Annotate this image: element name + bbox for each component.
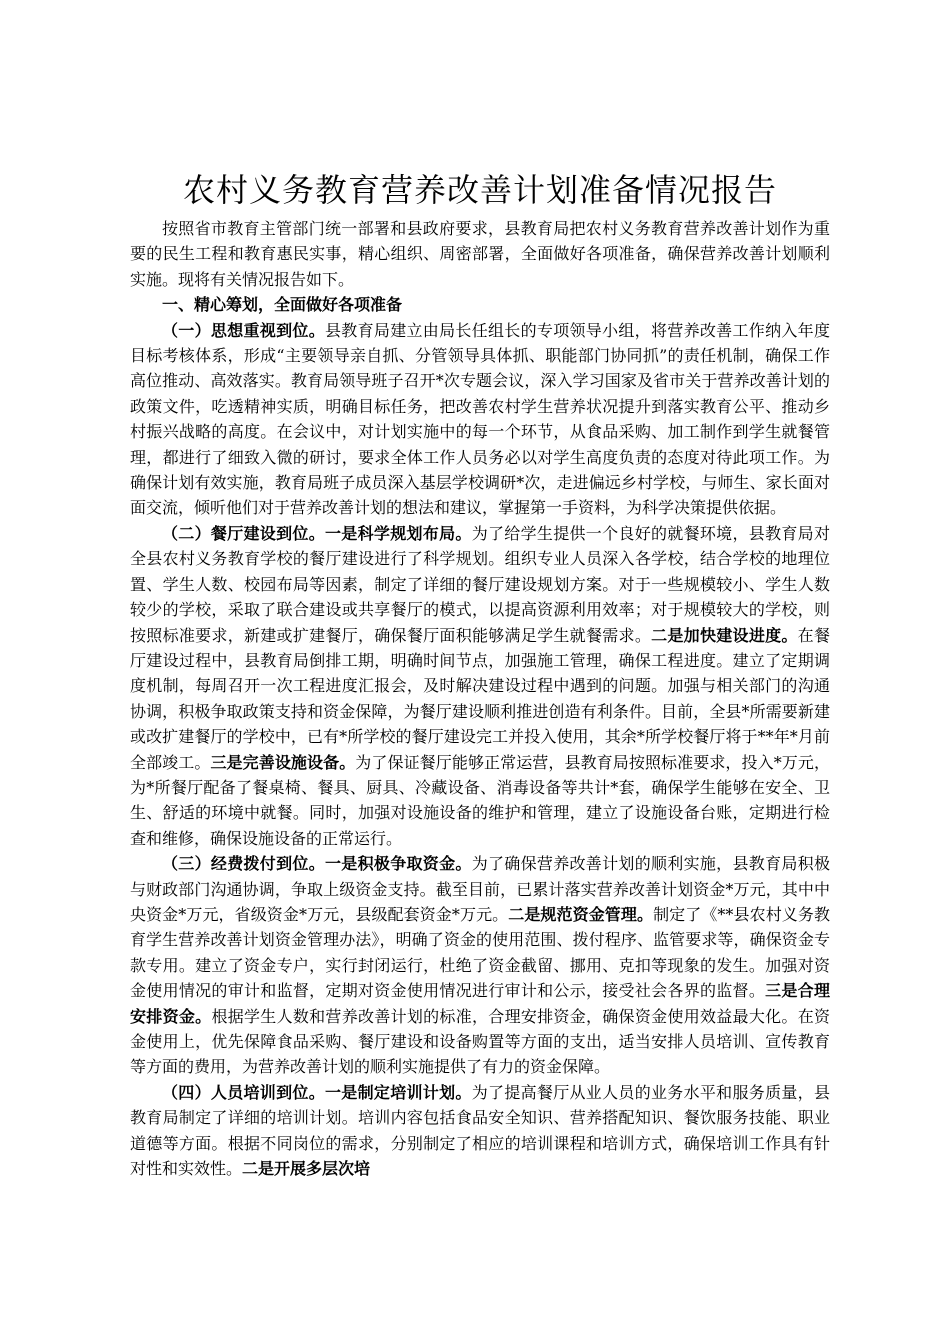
paragraph-lead: （四）人员培训到位。 xyxy=(162,1082,325,1102)
sub-point-lead: 二是加快建设进度。 xyxy=(651,625,798,645)
paragraph-lead: （二）餐厅建设到位。 xyxy=(162,523,325,543)
section-heading-1: 一、精心筹划，全面做好各项准备 xyxy=(162,295,403,315)
paragraph-text: 县教育局建立由局长任组长的专项领导小组，将营养改善工作纳入年度目标考核体系，形成“主要领导亲自抓、分管领导具体抓、职能部门协同抓”的责任机制，确保工作高位推动、高效落实。教育局领导班子召开*次专题会议，深入学习国家及省市关于营养改善计划的政策文件，吃透精神实质，明确目标任务，把改善农村学生营养状况提升到落实教育公平、推动乡村振兴战略的高度。在会议中，对计划实施中的每一个环节，从食品采购、加工制作到学生就餐管理，都进行了细致入微的研讨，要求全体工作人员务必以对学生高度负责的态度对待此项工作。为确保计划有效实施，教育局班子成员深入基层学校调研*次，走进偏远乡村学校，与师生、家长面对面交流，倾听他们对于营养改善计划的想法和建议，掌握第一手资料，为科学决策提供依据。 xyxy=(130,320,830,518)
document-page xyxy=(130,168,830,1181)
document-title: 农村义务教育营养改善计划准备情况报告 xyxy=(182,171,777,209)
paragraph-text: 在餐厅建设过程中，县教育局倒排工期，明确时间节点，加强施工管理，确保工程进度。建立了定期调度机制，每周召开一次工程进度汇报会，及时解决建设过程中遇到的问题。加强与相关部门的沟通协调，积极争取政策支持和资金保障，为餐厅建设顺利推进创造有利条件。目前，全县*所需要新建或改扩建餐厅的学校中，已有*所学校的餐厅建设完工并投入使用，其余*所学校餐厅将于**年*月前全部竣工。 xyxy=(130,625,830,772)
paragraph-text: 制定了《**县农村义务教育学生营养改善计划资金管理办法》，明确了资金的使用范围、拨付程序、监管要求等，确保资金专款专用。建立了资金专户，实行封闭运行，杜绝了资金截留、挪用、克扣等现象的发生。加强对资金使用情况的审计和监督，定期对资金使用情况进行审计和公示，接受社会各界的监督。 xyxy=(130,904,830,1001)
sub-point-lead: 三是完善设施设备。 xyxy=(210,752,356,772)
intro-paragraph: 按照省市教育主管部门统一部署和县政府要求，县教育局把农村义务教育营养改善计划作为重要的民生工程和教育惠民实事，精心组织、周密部署，全面做好各项准备，确保营养改善计划顺利实施。现将有关情况报告如下。 xyxy=(130,219,830,289)
paragraph-funding xyxy=(130,851,830,1080)
sub-point-lead: 二是开展多层次培 xyxy=(242,1159,371,1179)
paragraph-thinking xyxy=(130,318,830,521)
sub-point-lead: 三是合理安排资金。 xyxy=(130,981,830,1026)
paragraph-text: 为了保证餐厅能够正常运营，县教育局按照标准要求，投入*万元，为*所餐厅配备了餐桌椅、餐具、厨具、冷藏设备、消毒设备等共计*套，确保学生能够在安全、卫生、舒适的环境中就餐。同时，加强对设施设备的维护和管理，建立了设施设备台账，定期进行检查和维修，确保设施设备的正常运行。 xyxy=(130,752,830,848)
sub-point-lead: 一是制定培训计划。 xyxy=(325,1082,472,1102)
paragraph-canteen xyxy=(130,521,830,851)
paragraph-lead: （三）经费拨付到位。 xyxy=(162,854,325,874)
paragraph-lead: （一）思想重视到位。 xyxy=(162,320,325,340)
paragraph-training xyxy=(130,1080,830,1182)
paragraph-text: 根据学生人数和营养改善计划的标准，合理安排资金，确保资金使用效益最大化。在资金使用上，优先保障食品采购、餐厅建设和设备购置等方面的支出，适当安排人员培训、宣传教育等方面的费用，为营养改善计划的顺利实施提供了有力的资金保障。 xyxy=(130,1006,830,1077)
sub-point-lead: 一是积极争取资金。 xyxy=(325,854,472,874)
sub-point-lead: 二是规范资金管理。 xyxy=(508,904,654,924)
paragraph-text: 为了确保营养改善计划的顺利实施，县教育局积极与财政部门沟通协调，争取上级资金支持。截至目前，已累计落实营养改善计划资金*万元，其中中央资金*万元，省级资金*万元，县级配套资金*万元。 xyxy=(130,854,830,924)
sub-point-lead: 一是科学规划布局。 xyxy=(325,523,472,543)
paragraph-text: 为了提高餐厅从业人员的业务水平和服务质量，县教育局制定了详细的培训计划。培训内容包括食品安全知识、营养搭配知识、餐饮服务技能、职业道德等方面。根据不同岗位的需求，分别制定了相应的培训课程和培训方式，确保培训工作具有针对性和实效性。 xyxy=(130,1082,830,1179)
paragraph-text: 为了给学生提供一个良好的就餐环境，县教育局对全县农村义务教育学校的餐厅建设进行了科学规划。组织专业人员深入各学校，结合学校的地理位置、学生人数、校园布局等因素，制定了详细的餐厅建设规划方案。对于一些规模较小、学生人数较少的学校，采取了联合建设或共享餐厅的模式，以提高资源利用效率；对于规模较大的学校，则按照标准要求，新建或扩建餐厅，确保餐厅面积能够满足学生就餐需求。 xyxy=(130,523,830,645)
